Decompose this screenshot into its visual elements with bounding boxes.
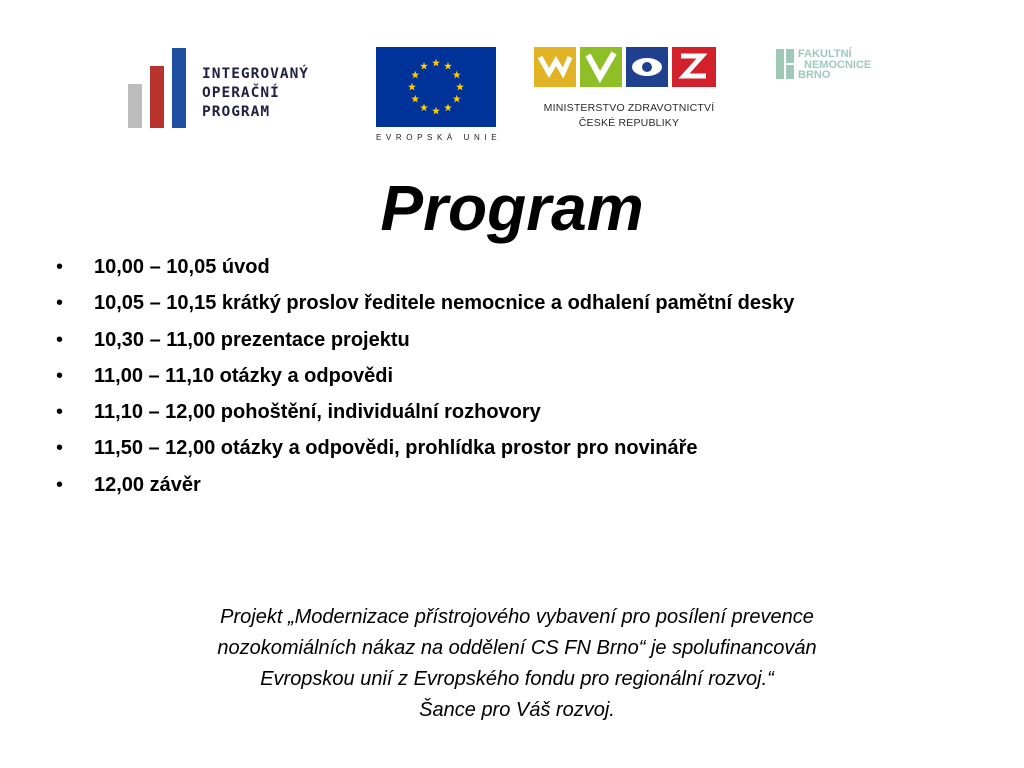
fn-line-3: BRNO bbox=[798, 69, 831, 81]
eu-star-icon bbox=[432, 59, 440, 67]
iop-logo bbox=[128, 46, 348, 132]
agenda-item-text: 10,00 – 10,05 úvod bbox=[94, 256, 270, 278]
eu-star-icon bbox=[432, 107, 440, 115]
iop-logo-text bbox=[202, 65, 309, 122]
eu-star-icon bbox=[444, 62, 452, 70]
ministry-emblem-icon bbox=[534, 47, 718, 89]
iop-line-2: OPERAČNÍ bbox=[202, 85, 280, 101]
iop-bar-red bbox=[150, 66, 164, 128]
agenda-list bbox=[56, 254, 956, 508]
eu-star-icon bbox=[411, 71, 419, 79]
eu-star-icon bbox=[456, 83, 464, 91]
agenda-item-text: 12,00 závěr bbox=[94, 473, 201, 496]
bullet: • bbox=[56, 473, 64, 496]
iop-bar-gray bbox=[128, 84, 142, 128]
agenda-item bbox=[56, 435, 956, 461]
eu-star-icon bbox=[408, 83, 416, 91]
iop-line-3: PROGRAM bbox=[202, 104, 271, 120]
bullet: • bbox=[56, 292, 64, 315]
iop-bar-blue bbox=[172, 48, 186, 128]
eu-star-icon bbox=[453, 95, 461, 103]
bullet: • bbox=[56, 364, 64, 387]
iop-line-1: INTEGROVANÝ bbox=[202, 66, 310, 82]
page-title: Program bbox=[380, 172, 644, 244]
agenda-item bbox=[56, 472, 956, 498]
agenda-item bbox=[56, 399, 956, 425]
agenda-item-text: 10,05 – 10,15 krátký proslov ředitele nemocnice a odhalení pamětní desky bbox=[94, 292, 795, 315]
logo-strip bbox=[0, 0, 1024, 160]
agenda-item-text: 11,50 – 12,00 otázky a odpovědi, prohlídka prostor pro novináře bbox=[94, 437, 698, 460]
eu-caption: EVROPSKÁ UNIE bbox=[376, 133, 502, 142]
agenda-item bbox=[56, 290, 956, 316]
fn-line-1: FAKULTNÍ bbox=[798, 48, 852, 60]
footer-line-4: Šance pro Váš rozvoj. bbox=[419, 699, 615, 721]
ministry-logo bbox=[534, 47, 724, 137]
bullet: • bbox=[56, 256, 64, 278]
ministry-line-1: MINISTERSTVO ZDRAVOTNICTVÍ bbox=[543, 102, 715, 114]
fn-brno-text bbox=[798, 49, 871, 81]
eu-star-icon bbox=[453, 71, 461, 79]
eu-star-icon bbox=[444, 104, 452, 112]
eu-star-icon bbox=[420, 104, 428, 112]
eu-stars-icon bbox=[376, 47, 496, 127]
eu-flag bbox=[376, 47, 496, 127]
bullet: • bbox=[56, 401, 64, 424]
agenda-item bbox=[56, 363, 956, 389]
footer-line-3: Evropskou unií z Evropského fondu pro regionální rozvoj.“ bbox=[260, 668, 774, 690]
fn-brno-emblem-icon bbox=[776, 49, 794, 79]
agenda-item bbox=[56, 254, 956, 280]
eu-logo bbox=[376, 47, 500, 147]
agenda-item-text: 11,10 – 12,00 pohoštění, individuální rozhovory bbox=[94, 401, 541, 424]
project-funding-note bbox=[62, 602, 972, 726]
footer-line-2: nozokomiálních nákaz na oddělení CS FN Brno“ je spolufinancován bbox=[217, 637, 817, 659]
agenda-item-text: 11,00 – 11,10 otázky a odpovědi bbox=[94, 364, 394, 387]
eu-star-icon bbox=[420, 62, 428, 70]
bullet: • bbox=[56, 328, 64, 351]
eu-star-icon bbox=[411, 95, 419, 103]
ministry-line-2: ČESKÉ REPUBLIKY bbox=[578, 117, 680, 129]
bullet: • bbox=[56, 437, 64, 460]
fn-brno-logo bbox=[776, 49, 906, 83]
footer-line-1: Projekt „Modernizace přístrojového vybavení pro posílení prevence bbox=[220, 606, 814, 628]
fn-line-2: NEMOCNICE bbox=[804, 58, 872, 71]
agenda-item-text: 10,30 – 11,00 prezentace projektu bbox=[94, 328, 410, 351]
agenda-item bbox=[56, 327, 956, 353]
